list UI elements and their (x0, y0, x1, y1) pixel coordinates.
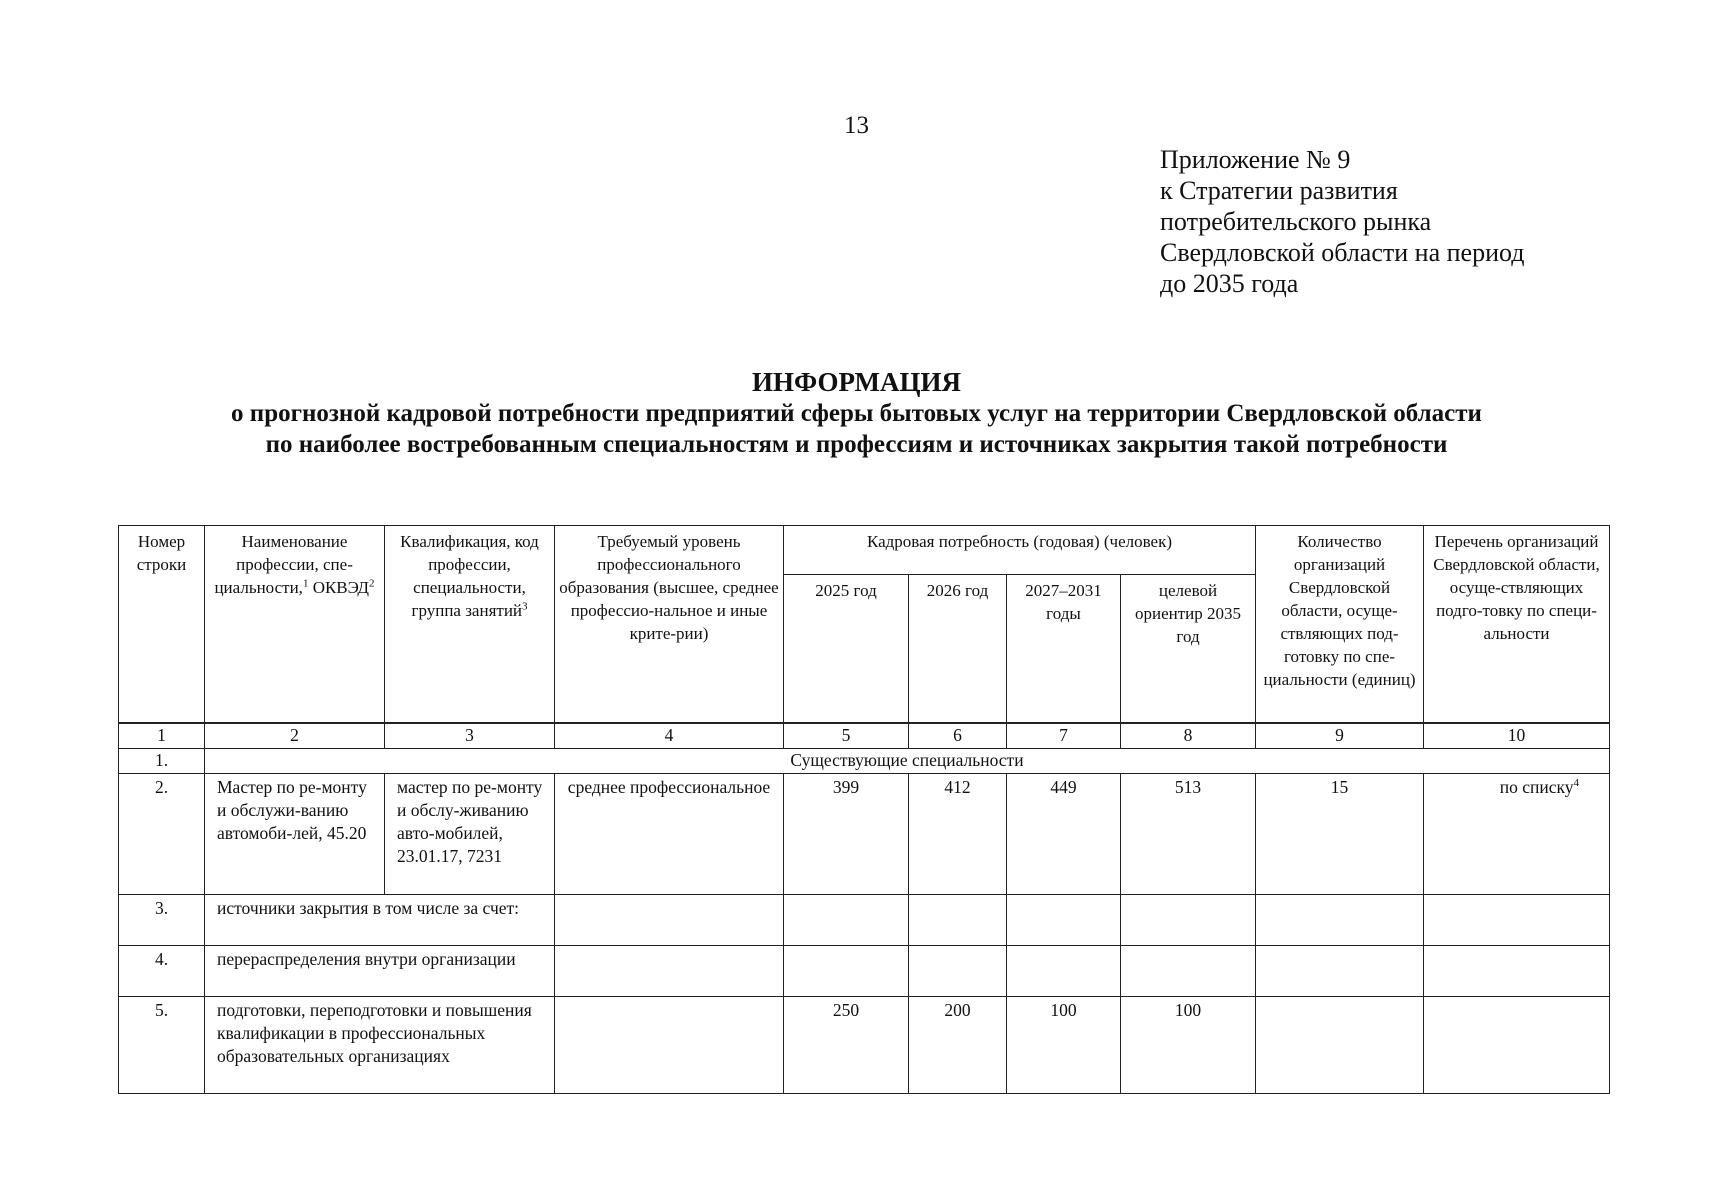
footnote-3-marker: 3 (522, 600, 528, 613)
column-number: 4 (555, 724, 784, 749)
empty-cell (1424, 997, 1610, 1094)
demand-2027-2031-cell (1007, 946, 1121, 997)
empty-cell (1256, 997, 1424, 1094)
header-demand-group: Кадровая потребность (годовая) (человек) (784, 526, 1256, 575)
header-2027-2031: 2027–2031 годы (1007, 575, 1121, 723)
source-label: подготовки, переподготовки и повышения квалификации в профессиональных образовательных организациях (205, 997, 555, 1094)
header-row-number: Номер строки (119, 526, 205, 723)
org-list-cell (1424, 774, 1610, 895)
appendix-reference (1160, 144, 1524, 299)
table-body (118, 723, 1610, 1094)
header-education: Требуемый уровень профессионального образования (высшее, среднее профессио-нальное и иные крите-рии) (555, 526, 784, 723)
demand-2026-cell: 412 (909, 774, 1007, 895)
org-list-text: по списку (1499, 777, 1574, 797)
row-number: 3. (119, 895, 205, 946)
header-profession-tail: ОКВЭД (312, 578, 370, 597)
column-number: 9 (1256, 724, 1424, 749)
education-cell: среднее профессиональное (555, 774, 784, 895)
source-label: перераспределения внутри организации (205, 946, 555, 997)
demand-2025-cell (784, 895, 909, 946)
qualification-cell: мастер по ре-монту и обслу-живанию авто-мобилей, 23.01.17, 7231 (385, 774, 555, 895)
target-2035-cell (1121, 895, 1256, 946)
header-profession (205, 526, 385, 723)
header-2025: 2025 год (784, 575, 909, 723)
header-org-count: Количество организаций Свердловской области, осуще-ствляющих под-готовку по спе-циальности (единиц) (1256, 526, 1424, 723)
appendix-line: Свердловской области на период (1160, 238, 1525, 267)
column-number: 1 (119, 724, 205, 749)
appendix-line: Приложение № 9 (1160, 145, 1351, 174)
demand-2026-cell (909, 895, 1007, 946)
footnote-1-marker: 1 (302, 577, 309, 590)
page-number: 13 (844, 112, 869, 139)
subtitle-line: о прогнозной кадровой потребности предприятий сферы бытовых услуг на территории Свердловской области (231, 400, 1482, 427)
appendix-line: к Стратегии развития (1160, 176, 1398, 205)
empty-cell (1424, 895, 1610, 946)
profession-cell: Мастер по ре-монту и обслужи-ванию автомоби-лей, 45.20 (205, 774, 385, 895)
footnote-2-marker: 2 (369, 577, 375, 590)
section-label: Существующие специальности (205, 749, 1610, 774)
row-number: 5. (119, 997, 205, 1094)
org-count-cell: 15 (1256, 774, 1424, 895)
column-number: 8 (1121, 724, 1256, 749)
demand-2027-2031-cell (1007, 895, 1121, 946)
demand-2025-cell: 399 (784, 774, 909, 895)
target-2035-cell: 513 (1121, 774, 1256, 895)
empty-cell (555, 997, 784, 1094)
header-qualification-text: Квалификация, код профессии, специальности, группа занятий (400, 532, 539, 620)
column-number: 5 (784, 724, 909, 749)
appendix-line: потребительского рынка (1160, 207, 1432, 236)
empty-cell (555, 946, 784, 997)
header-target-2035: целевой ориентир 2035 год (1121, 575, 1256, 723)
empty-cell (1256, 946, 1424, 997)
demand-2027-2031-cell: 100 (1007, 997, 1121, 1094)
document-subtitle (0, 398, 1713, 460)
appendix-line: до 2035 года (1160, 269, 1299, 298)
demand-2026-cell: 200 (909, 997, 1007, 1094)
empty-cell (555, 895, 784, 946)
column-number: 10 (1424, 724, 1610, 749)
footnote-4-marker: 4 (1573, 777, 1579, 790)
row-number: 4. (119, 946, 205, 997)
row-number: 2. (119, 774, 205, 895)
empty-cell (1256, 895, 1424, 946)
table-row (119, 774, 1610, 895)
document-title: ИНФОРМАЦИЯ (752, 367, 961, 397)
demand-2026-cell (909, 946, 1007, 997)
target-2035-cell: 100 (1121, 997, 1256, 1094)
table-header (118, 525, 1610, 723)
source-label: источники закрытия в том числе за счет: (205, 895, 555, 946)
column-number: 3 (385, 724, 555, 749)
header-profession-text: Наименование профессии, спе-циальности, (214, 532, 353, 597)
demand-2027-2031-cell: 449 (1007, 774, 1121, 895)
column-number: 7 (1007, 724, 1121, 749)
target-2035-cell (1121, 946, 1256, 997)
header-org-list: Перечень организаций Свердловской области, осуще-ствляющих подго-товку по специ-альности (1424, 526, 1610, 723)
demand-2025-cell (784, 946, 909, 997)
column-number: 2 (205, 724, 385, 749)
header-qualification (385, 526, 555, 723)
table-row (119, 895, 1610, 946)
table-row (119, 997, 1610, 1094)
demand-2025-cell: 250 (784, 997, 909, 1094)
subtitle-line: по наиболее востребованным специальностям и профессиям и источниках закрытия такой потребности (265, 431, 1448, 458)
column-number: 6 (909, 724, 1007, 749)
table-row (119, 946, 1610, 997)
column-number-row (119, 724, 1610, 749)
row-number: 1. (119, 749, 205, 774)
section-row (119, 749, 1610, 774)
header-2026: 2026 год (909, 575, 1007, 723)
empty-cell (1424, 946, 1610, 997)
